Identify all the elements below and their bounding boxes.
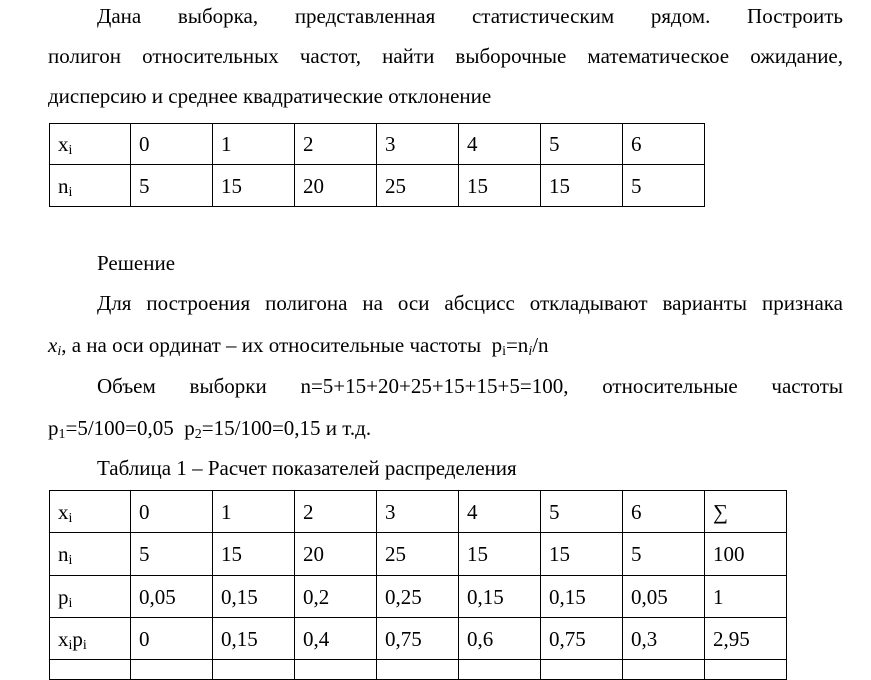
intro-line-2: полигон относительных частот, найти выборочные математическое ожидание,	[48, 44, 843, 68]
table-cell	[377, 660, 459, 680]
table-caption: Таблица 1 – Расчет показателей распределения	[97, 456, 517, 480]
table-cell: 5	[541, 124, 623, 165]
solution-p1-line2: $x_i$, а на оси ординат – их относительные частоты $p_i=n_i/n$	[48, 333, 549, 359]
solution-p2-line1: Объем выборки n=5+15+20+25+15+15+5=100, относительные частоты	[97, 374, 843, 398]
table-cell: 0,15	[213, 618, 295, 660]
table-cell: 0,15	[541, 576, 623, 618]
table-cell: 5	[541, 491, 623, 533]
row-header: $n_i$	[50, 533, 131, 576]
table-cell: 0,75	[541, 618, 623, 660]
table-cell: 15	[213, 165, 295, 207]
table-row	[50, 491, 787, 533]
sum-symbol: ∑	[705, 491, 787, 533]
table-cell: 0	[131, 618, 213, 660]
table-cell: 0,25	[377, 576, 459, 618]
table-cell: 2	[295, 124, 377, 165]
table-cell: 20	[295, 165, 377, 207]
table-cell: 15	[541, 165, 623, 207]
table-cell	[50, 660, 131, 680]
table-row	[50, 165, 705, 207]
table-cell	[295, 660, 377, 680]
given-table	[49, 123, 705, 207]
table-cell: 15	[541, 533, 623, 576]
row-header: $x_ip_i$	[50, 618, 131, 660]
solution-heading: Решение	[97, 251, 176, 275]
table-cell: 6	[623, 124, 705, 165]
table-cell: 1	[213, 491, 295, 533]
table-cell: 0,05	[623, 576, 705, 618]
table-cell: 15	[213, 533, 295, 576]
solution-p2-line2: $p_1=5/100=0,05$ $p_2=15/100=0,15$ и т.д.	[48, 416, 372, 442]
table-cell: 0,05	[131, 576, 213, 618]
row-header: $x_i$	[50, 124, 131, 165]
table-cell: 20	[295, 533, 377, 576]
table-cell: 0,4	[295, 618, 377, 660]
row-header: $p_i$	[50, 576, 131, 618]
solution-p1-line1: Для построения полигона на оси абсцисс откладывают варианты признака	[97, 291, 843, 315]
table-row	[50, 660, 787, 680]
table-cell	[459, 660, 541, 680]
table-cell: 15	[459, 165, 541, 207]
table-cell	[131, 660, 213, 680]
table-cell: 25	[377, 165, 459, 207]
table-cell	[541, 660, 623, 680]
table-cell	[705, 660, 787, 680]
table-cell: 0,15	[213, 576, 295, 618]
table-cell: 4	[459, 491, 541, 533]
table-cell	[623, 660, 705, 680]
table-cell: 1	[705, 576, 787, 618]
table-cell: 2,95	[705, 618, 787, 660]
table-row	[50, 576, 787, 618]
table-cell: 0,6	[459, 618, 541, 660]
table-cell: 0,2	[295, 576, 377, 618]
table-cell: 0,15	[459, 576, 541, 618]
table-cell: 5	[623, 533, 705, 576]
table-cell: 3	[377, 124, 459, 165]
row-header: $n_i$	[50, 165, 131, 207]
table-row	[50, 124, 705, 165]
table-cell: 0,75	[377, 618, 459, 660]
table-cell: 1	[213, 124, 295, 165]
intro-line-3: дисперсию и среднее квадратические отклонение	[48, 84, 492, 108]
table-cell: 2	[295, 491, 377, 533]
table-cell: 5	[131, 165, 213, 207]
table-cell: 0	[131, 124, 213, 165]
calculation-table	[49, 490, 787, 680]
intro-line-1: Дана выборка, представленная статистическим рядом. Построить	[97, 4, 843, 28]
table-cell: 15	[459, 533, 541, 576]
table-cell: 5	[131, 533, 213, 576]
table-cell: 0,3	[623, 618, 705, 660]
table-cell: 3	[377, 491, 459, 533]
table-row	[50, 618, 787, 660]
table-cell: 25	[377, 533, 459, 576]
table-cell	[213, 660, 295, 680]
table-cell: 100	[705, 533, 787, 576]
row-header: $x_i$	[50, 491, 131, 533]
table-row	[50, 533, 787, 576]
table-cell: 4	[459, 124, 541, 165]
table-cell: 6	[623, 491, 705, 533]
table-cell: 5	[623, 165, 705, 207]
table-cell: 0	[131, 491, 213, 533]
